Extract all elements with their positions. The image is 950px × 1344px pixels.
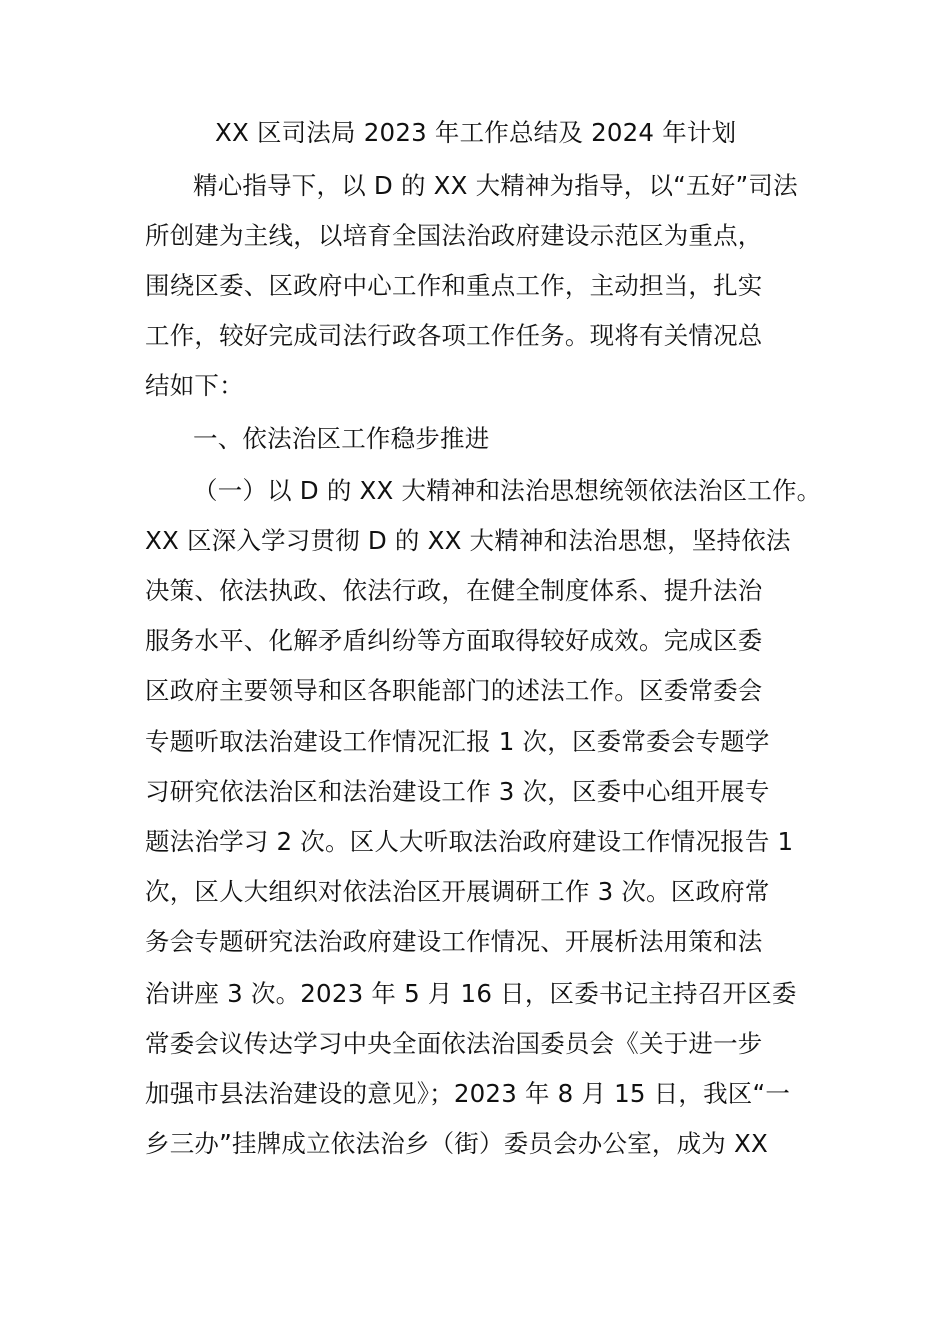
paragraph-line: 所创建为主线，以培育全国法治政府建设示范区为重点， bbox=[145, 221, 763, 250]
paragraph-line: 务会专题研究法治政府建设工作情况、开展析法用策和法 bbox=[145, 927, 763, 956]
paragraph-line: 次，区人大组织对依法治区开展调研工作 3 次。区政府常 bbox=[145, 877, 770, 906]
paragraph-line: 治讲座 3 次。2023 年 5 月 16 日，区委书记主持召开区委 bbox=[145, 979, 797, 1008]
paragraph-line: 常委会议传达学习中央全面依法治国委员会《关于进一步 bbox=[145, 1029, 763, 1058]
paragraph-line: 围绕区委、区政府中心工作和重点工作，主动担当，扎实 bbox=[145, 271, 763, 300]
paragraph-line: 精心指导下，以 D 的 XX 大精神为指导，以“五好”司法 bbox=[193, 171, 798, 200]
paragraph-line: XX 区深入学习贯彻 D 的 XX 大精神和法治思想，坚持依法 bbox=[145, 526, 791, 555]
document-title: XX 区司法局 2023 年工作总结及 2024 年计划 bbox=[215, 118, 737, 147]
paragraph-line: 服务水平、化解矛盾纠纷等方面取得较好成效。完成区委 bbox=[145, 626, 763, 655]
paragraph-line: 题法治学习 2 次。区人大听取法治政府建设工作情况报告 1 bbox=[145, 827, 794, 856]
paragraph-line: 工作，较好完成司法行政各项工作任务。现将有关情况总 bbox=[145, 321, 763, 350]
paragraph-line: 区政府主要领导和区各职能部门的述法工作。区委常委会 bbox=[145, 676, 763, 705]
paragraph-line: 决策、依法执政、依法行政，在健全制度体系、提升法治 bbox=[145, 576, 763, 605]
section-heading: 一、依法治区工作稳步推进 bbox=[193, 424, 490, 453]
paragraph-line: 专题听取法治建设工作情况汇报 1 次，区委常委会专题学 bbox=[145, 727, 770, 756]
paragraph-line: 结如下： bbox=[145, 371, 244, 400]
paragraph-line: 习研究依法治区和法治建设工作 3 次，区委中心组开展专 bbox=[145, 777, 770, 806]
paragraph-line: 乡三办”挂牌成立依法治乡（街）委员会办公室，成为 XX bbox=[145, 1129, 768, 1158]
paragraph-line: 加强市县法治建设的意见》；2023 年 8 月 15 日，我区“一 bbox=[145, 1079, 791, 1108]
subsection-heading: （一）以 D 的 XX 大精神和法治思想统领依法治区工作。 bbox=[193, 476, 822, 505]
